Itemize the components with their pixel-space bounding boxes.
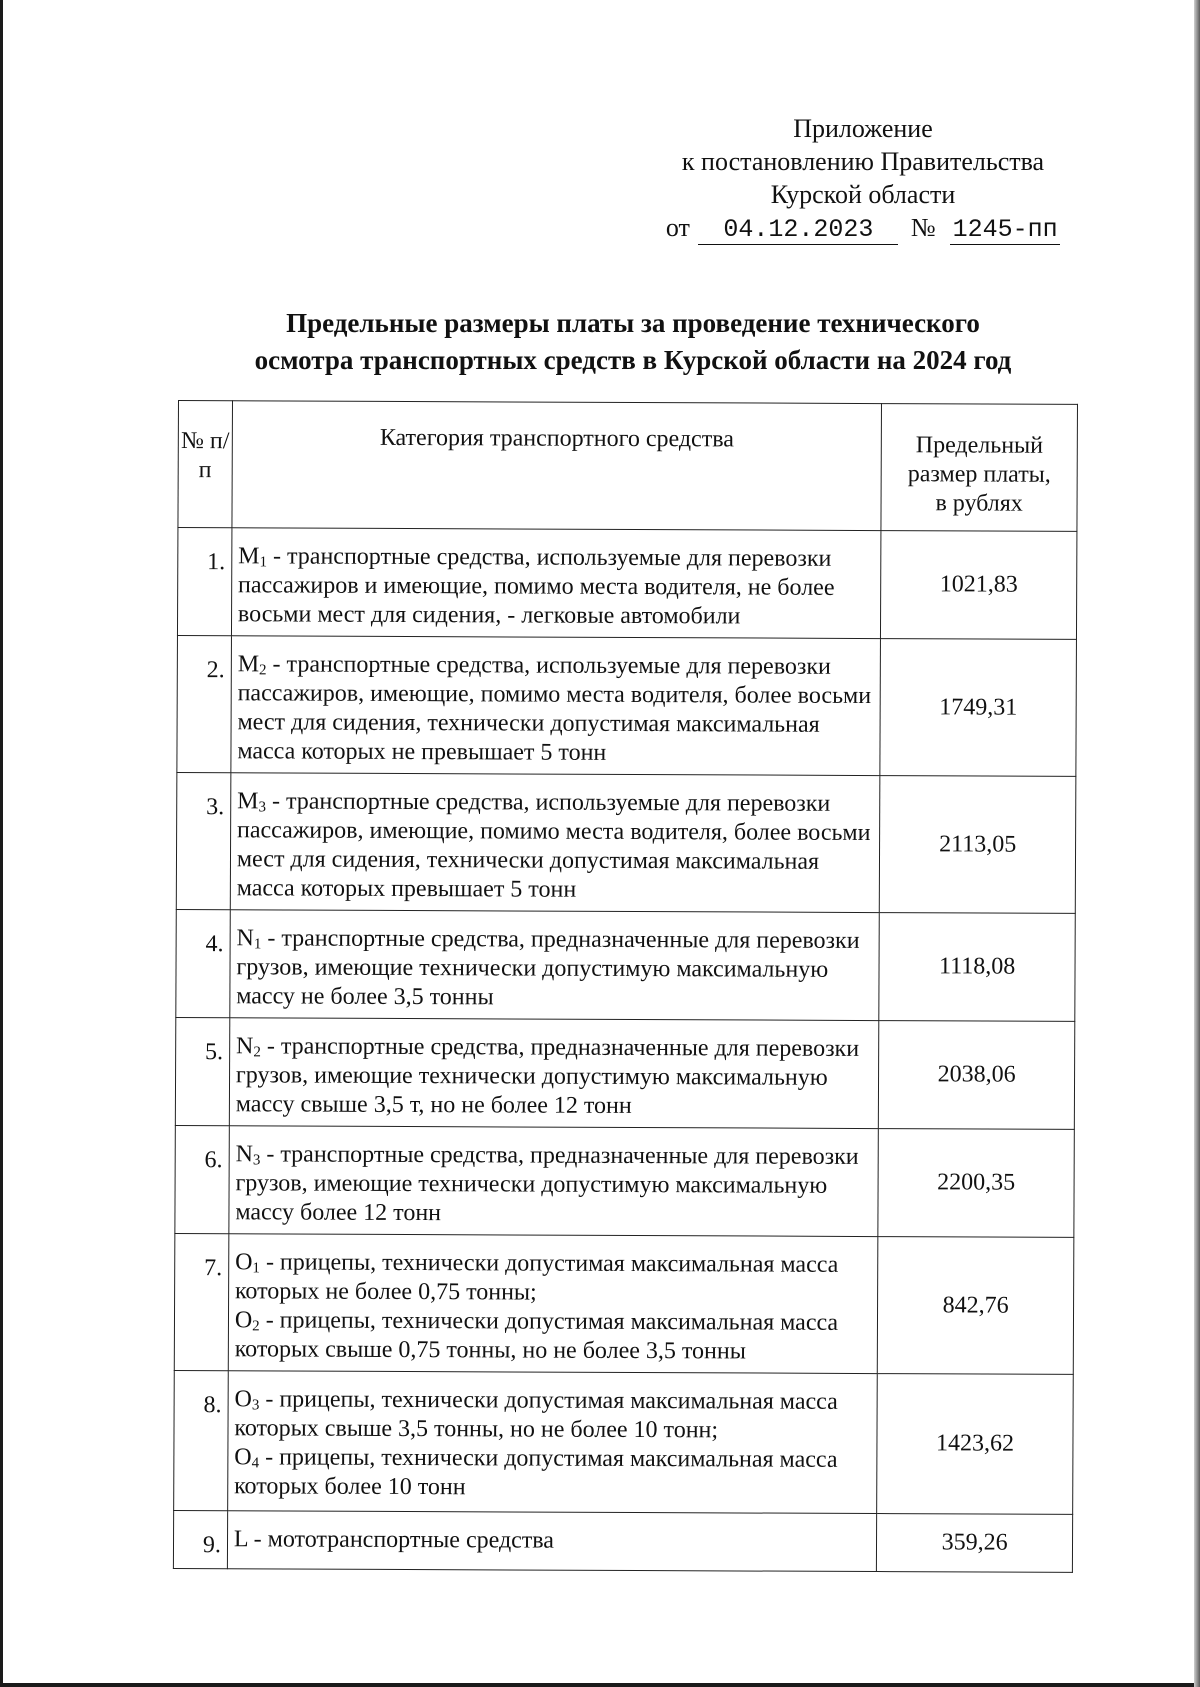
row-fee: 842,76 (877, 1237, 1073, 1375)
header-num: № п/п (178, 401, 232, 528)
category-description: - мототранспортные средства (247, 1526, 555, 1554)
category-description: - транспортные средства, предназначенные для перевозки грузов, имеющие технически допустимую максимальную массу не более 3,5 тонны (236, 925, 860, 1011)
row-number: 2. (177, 635, 231, 772)
table-row (174, 1233, 1074, 1374)
category-subscript: 4 (251, 1455, 260, 1472)
row-fee: 2038,06 (879, 1021, 1075, 1130)
category-code: O (234, 1386, 252, 1413)
row-category (230, 773, 880, 913)
category-entry (235, 1140, 872, 1230)
title-line-2: осмотра транспортных средств в Курской области на 2024 год (254, 345, 1012, 375)
decree-number: 1245-пп (950, 216, 1060, 245)
table-row (177, 528, 1076, 640)
category-code: O (235, 1249, 253, 1276)
appendix-decree-ref: к постановлению Правительства (681, 147, 1045, 176)
decree-number-label: № (910, 213, 936, 242)
row-category (227, 1511, 877, 1572)
fees-table (173, 400, 1078, 1573)
row-fee: 1423,62 (877, 1374, 1073, 1515)
row-category (228, 1371, 878, 1514)
category-subscript: 3 (252, 1152, 261, 1169)
decree-line (643, 211, 1083, 245)
scan-edge (1194, 0, 1200, 1687)
category-code: N (236, 925, 254, 952)
table-row (176, 909, 1075, 1021)
category-code: N (235, 1141, 254, 1168)
category-entry (234, 1443, 871, 1504)
category-description: - прицепы, технически допустимая максимальная масса которых свыше 0,75 тонны, но не более 3,5 тонны (234, 1307, 839, 1365)
category-subscript: 1 (259, 554, 268, 571)
table-row (175, 1125, 1074, 1237)
row-category (229, 1018, 879, 1129)
row-category (228, 1234, 878, 1374)
category-description: - прицепы, технически допустимая максимальная масса которых более 10 тонн (234, 1444, 838, 1501)
category-code: M (238, 543, 260, 570)
category-subscript: 3 (258, 799, 266, 816)
row-number: 1. (177, 528, 231, 636)
category-subscript: 3 (251, 1397, 260, 1414)
category-entry (235, 1248, 872, 1309)
row-fee: 1021,83 (881, 531, 1077, 640)
row-number: 3. (176, 772, 230, 909)
category-code: L (233, 1526, 248, 1553)
header-fee (881, 404, 1077, 532)
appendix-block (643, 112, 1083, 245)
category-entry (234, 1525, 870, 1557)
appendix-region: Курской области (770, 180, 956, 209)
row-number: 4. (176, 909, 230, 1017)
category-code: N (236, 1033, 254, 1060)
category-description: - транспортные средства, предназначенные для перевозки грузов, имеющие технически допустимую максимальную массу свыше 3,5 т, но не более 12 тонн (235, 1033, 860, 1119)
row-number: 9. (173, 1510, 227, 1568)
category-code: O (234, 1444, 252, 1471)
category-description: - транспортные средства, используемые для перевозки пассажиров и имеющие, помимо места водителя, не более восьми мест для сидения, - легковые автомобили (237, 543, 835, 630)
row-number: 6. (175, 1125, 229, 1233)
row-fee: 359,26 (877, 1514, 1073, 1573)
category-code: M (237, 651, 260, 678)
category-entry (234, 1385, 871, 1446)
appendix-label: Приложение (793, 114, 933, 143)
category-entry (236, 924, 873, 1014)
category-description: - прицепы, технически допустимая максимальная масса которых не более 0,75 тонны; (234, 1249, 839, 1306)
row-fee: 1118,08 (879, 913, 1075, 1022)
category-description: - транспортные средства, предназначенные для перевозки грузов, имеющие технически допустимую максимальную массу более 12 тонн (235, 1141, 859, 1227)
row-fee: 1749,31 (880, 639, 1076, 777)
row-number: 5. (175, 1017, 229, 1125)
category-subscript: 2 (253, 1044, 261, 1061)
header-fee-line: Предельный (915, 431, 1044, 459)
table-body (173, 528, 1077, 1573)
row-category (230, 910, 880, 1021)
title-line-1: Предельные размеры платы за проведение технического (286, 308, 980, 338)
category-subscript: 1 (253, 936, 262, 953)
category-entry (237, 787, 874, 906)
category-entry (237, 650, 874, 769)
row-number: 7. (174, 1233, 228, 1370)
header-fee-line: в рублях (935, 489, 1023, 517)
document-title (163, 305, 1103, 379)
decree-date: 04.12.2023 (698, 216, 898, 245)
table-row (175, 1017, 1074, 1129)
category-subscript: 2 (259, 662, 267, 679)
decree-from-label: от (665, 213, 690, 242)
category-subscript: 1 (252, 1260, 260, 1277)
category-entry (238, 542, 875, 632)
header-category: Категория транспортного средства (232, 401, 882, 531)
table-row (176, 772, 1076, 913)
row-number: 8. (174, 1370, 229, 1510)
category-entry (235, 1306, 872, 1367)
category-description: - транспортные средства, используемые для перевозки пассажиров, имеющие, помимо места водителя, более восьми мест для сидения, технически допустимая максимальная масса которых превышает 5 тонн (236, 788, 871, 903)
row-fee: 2113,05 (880, 776, 1076, 914)
table-row (173, 1510, 1072, 1572)
row-category (231, 636, 881, 776)
table-row (174, 1370, 1074, 1514)
category-code: O (234, 1307, 253, 1334)
category-description: - транспортные средства, используемые для перевозки пассажиров, имеющие, помимо места водителя, более восьми мест для сидения, технически допустимая максимальная масса которых не превышает 5 тонн (237, 651, 872, 766)
category-description: - прицепы, технически допустимая максимальная масса которых свыше 3,5 тонны, но не более 10 тонн; (234, 1386, 838, 1444)
row-category (229, 1126, 879, 1237)
row-category (231, 528, 881, 639)
table-row (177, 635, 1077, 776)
category-subscript: 2 (252, 1318, 260, 1335)
category-code: M (237, 788, 259, 815)
table-header-row (178, 401, 1078, 532)
header-fee-line: размер платы, (907, 460, 1051, 488)
category-entry (236, 1032, 873, 1122)
row-fee: 2200,35 (878, 1129, 1074, 1238)
